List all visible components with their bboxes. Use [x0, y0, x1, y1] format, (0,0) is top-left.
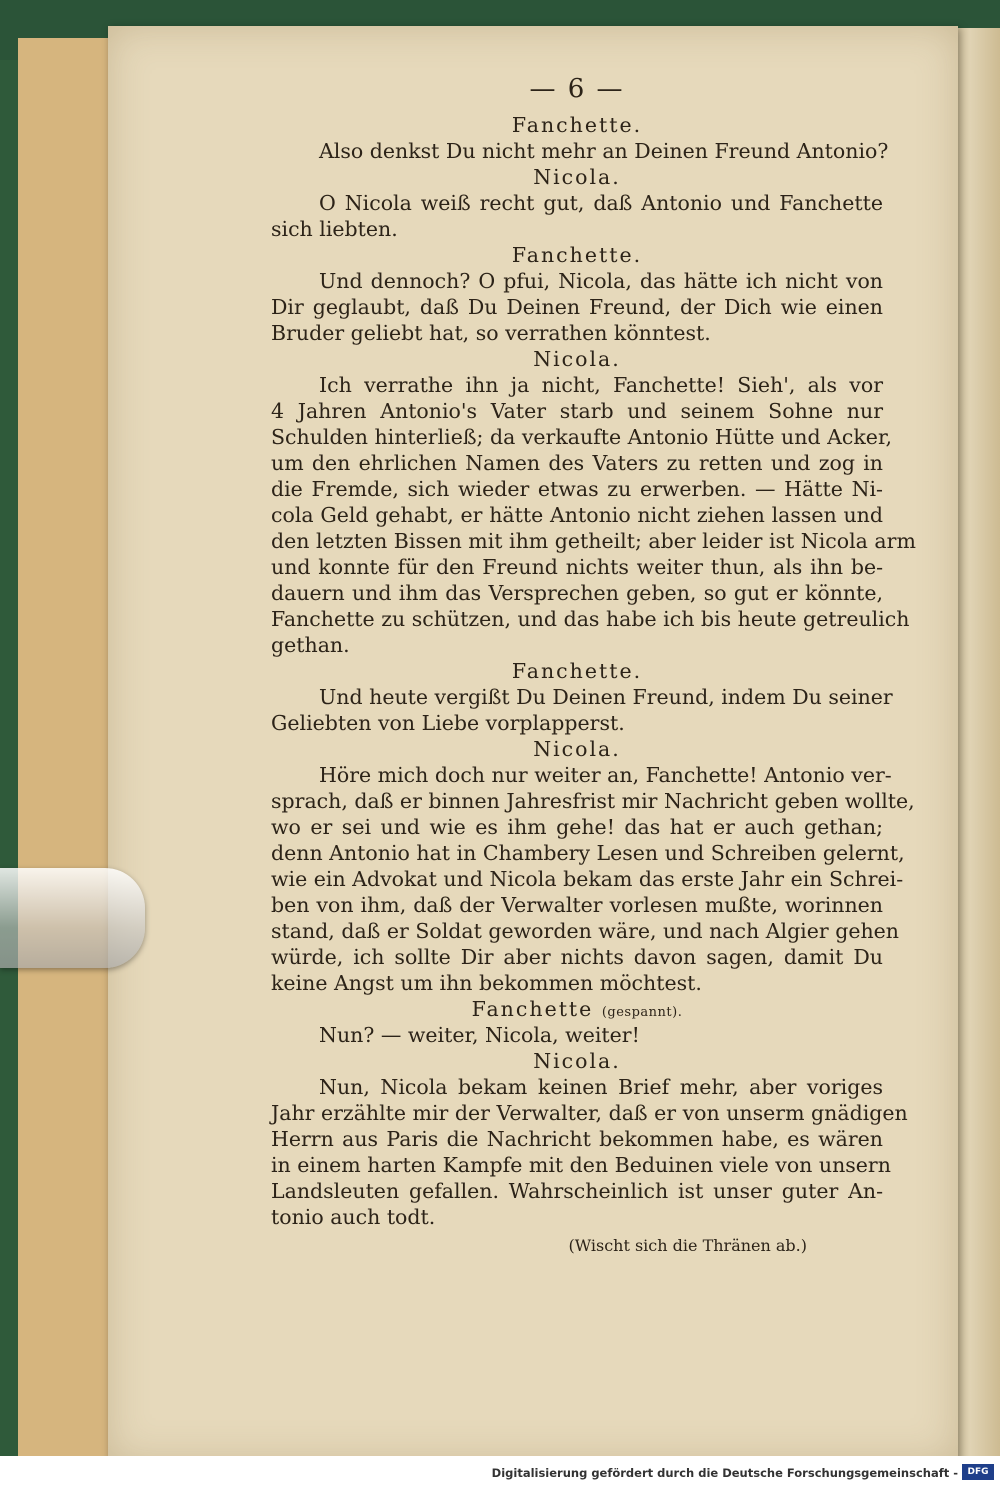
funding-credit: Digitalisierung gefördert durch die Deutsche Forschungsgemeinschaft - [491, 1466, 958, 1480]
text-line: cola Geld gehabt, er hätte Antonio nicht ziehen lassen und [271, 503, 883, 527]
speaker-name [271, 164, 883, 190]
dialogue-paragraph [271, 372, 916, 658]
text-line: O Nicola weiß recht gut, daß Antonio und Fanchette [319, 191, 883, 215]
speaker-direction: (gespannt). [601, 1005, 683, 1020]
text-line: Nun? — weiter, Nicola, weiter! [319, 1023, 640, 1047]
text-line: in einem harten Kampfe mit den Beduinen viele von unsern [271, 1153, 891, 1177]
text-line: stand, daß er Soldat geworden wäre, und nach Algier gehen [271, 919, 899, 943]
text-line: denn Antonio hat in Chambery Lesen und Schreiben gelernt, [271, 841, 905, 865]
text-line: sich liebten. [271, 217, 398, 241]
text-line: Geliebten von Liebe vorplapperst. [271, 711, 625, 735]
dialogue-paragraph [271, 1022, 883, 1048]
speaker-label: Fanchette [471, 997, 594, 1021]
text-line: Ich verrathe ihn ja nicht, Fanchette! Sieh', als vor [319, 373, 883, 397]
speaker-label: Fanchette. [511, 113, 643, 137]
text-line: Herrn aus Paris die Nachricht bekommen habe, es wären [271, 1127, 883, 1151]
text-line: Fanchette zu schützen, und das habe ich bis heute getreulich [271, 607, 910, 631]
speaker-name [271, 346, 883, 372]
dialogue-paragraph [271, 1074, 908, 1230]
dialogue-paragraph [271, 190, 883, 242]
speaker-label: Nicola. [533, 1049, 621, 1073]
text-line: wo er sei und wie es ihm gehe! das hat er auch gethan; [271, 815, 883, 839]
text-line: Bruder geliebt hat, so verrathen könntest. [271, 321, 711, 345]
text-line: würde, ich sollte Dir aber nichts davon sagen, damit Du [271, 945, 883, 969]
text-line: Nun, Nicola bekam keinen Brief mehr, aber voriges [319, 1075, 883, 1099]
stage-direction: (Wischt sich die Thränen ab.) [568, 1236, 807, 1255]
text-line: 4 Jahren Antonio's Vater starb und seinem Sohne nur [271, 399, 883, 423]
text-line: gethan. [271, 633, 350, 657]
text-line: ben von ihm, daß der Verwalter vorlesen mußte, worinnen [271, 893, 883, 917]
text-line: Und heute vergißt Du Deinen Freund, indem Du seiner [319, 685, 893, 709]
text-line: und konnte für den Freund nichts weiter thun, als ihn be- [271, 555, 883, 579]
speaker-name [271, 112, 883, 138]
dialogue-paragraph [271, 268, 883, 346]
dialogue-paragraph [271, 762, 915, 996]
speaker-name [271, 658, 883, 684]
text-line: Dir geglaubt, daß Du Deinen Freund, der Dich wie einen [271, 295, 883, 319]
text-line: dauern und ihm das Versprechen geben, so gut er könnte, [271, 581, 883, 605]
page-text [271, 66, 916, 1255]
text-line: keine Angst um ihn bekommen möchtest. [271, 971, 702, 995]
text-line: wie ein Advokat und Nicola bekam das erste Jahr ein Schrei- [271, 867, 904, 891]
text-line: Also denkst Du nicht mehr an Deinen Freund Antonio? [319, 139, 889, 163]
speaker-name [271, 1048, 883, 1074]
text-line: um den ehrlichen Namen des Vaters zu retten und zog in [271, 451, 883, 475]
dialogue-paragraph [271, 138, 889, 164]
page-number: — 6 — [529, 74, 625, 104]
text-line: die Fremde, sich wieder etwas zu erwerben. — Hätte Ni- [271, 477, 883, 501]
speaker-label: Nicola. [533, 737, 621, 761]
speaker-name [271, 242, 883, 268]
speaker-name [271, 736, 883, 762]
speaker-label: Nicola. [533, 347, 621, 371]
text-line: Höre mich doch nur weiter an, Fanchette! Antonio ver- [319, 763, 892, 787]
speaker-label: Fanchette. [511, 243, 643, 267]
speaker-label: Nicola. [533, 165, 621, 189]
text-line: Schulden hinterließ; da verkaufte Antonio Hütte und Acker, [271, 425, 893, 449]
text-line: Landsleuten gefallen. Wahrscheinlich ist unser guter An- [271, 1179, 883, 1203]
text-line: sprach, daß er binnen Jahresfrist mir Nachricht geben wollte, [271, 789, 915, 813]
dfg-logo: DFG [962, 1464, 994, 1480]
text-line: den letzten Bissen mit ihm getheilt; aber leider ist Nicola arm [271, 529, 916, 553]
speaker-label: Fanchette. [511, 659, 643, 683]
text-line: Und dennoch? O pfui, Nicola, das hätte ich nicht von [319, 269, 883, 293]
page-clip [0, 868, 145, 968]
text-line: tonio auch todt. [271, 1205, 436, 1229]
footer-bar [0, 1456, 1000, 1495]
dialogue-paragraph [271, 684, 893, 736]
text-blocks [271, 112, 916, 1255]
speaker-name [271, 996, 883, 1022]
text-line: Jahr erzählte mir der Verwalter, daß er von unserm gnädigen [271, 1101, 908, 1125]
